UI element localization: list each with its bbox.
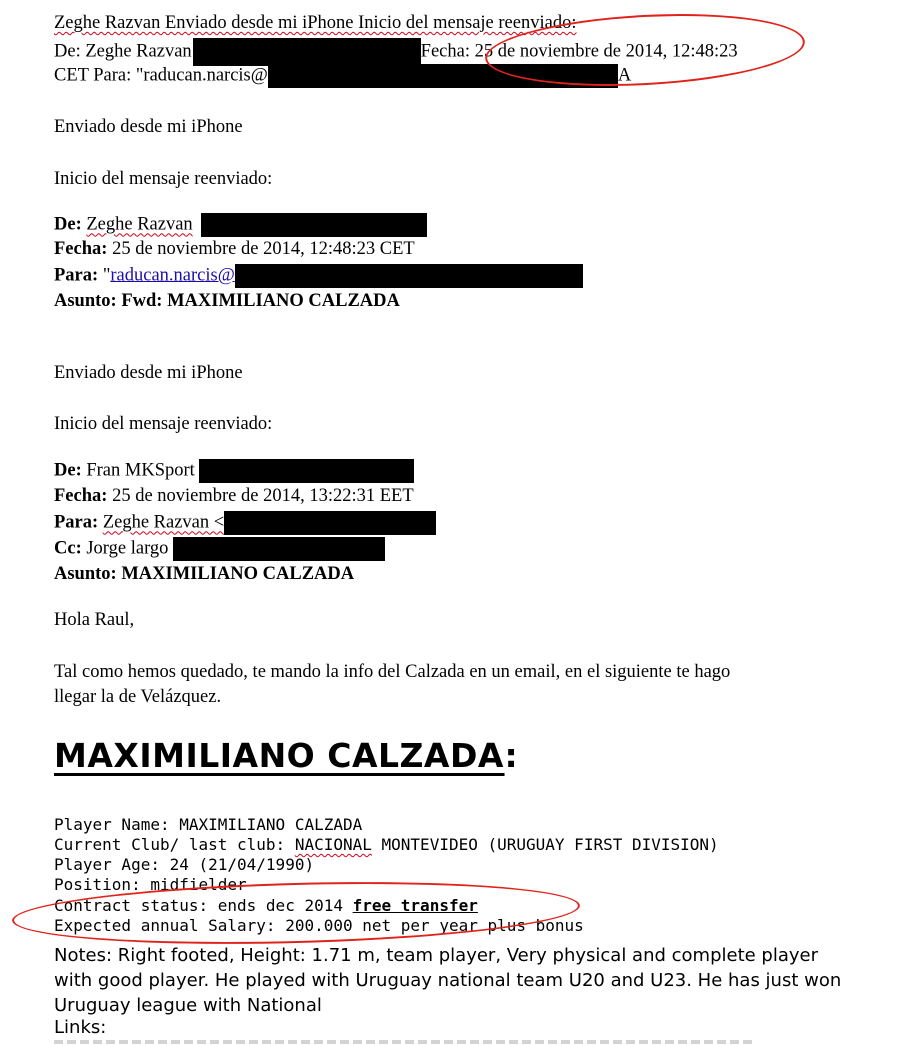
fecha-label: Fecha: [54, 239, 108, 259]
redaction-box [193, 38, 421, 66]
redaction-box [199, 459, 414, 483]
block2-para [54, 511, 436, 535]
de-label: De: [54, 214, 82, 235]
greeting: Hola Raul, [54, 610, 135, 630]
profile-title: MAXIMILIANO CALZADA: [54, 736, 519, 775]
header-fecha-value: 25 de noviembre de 2014, 12:48:23 [474, 41, 738, 62]
fecha-value: 25 de noviembre de 2014, 13:22:31 EET [112, 486, 414, 506]
email-link[interactable]: raducan.narcis@ [110, 265, 235, 286]
redaction-box [224, 511, 436, 535]
forwarded-label-1: Inicio del mensaje reenviado: [54, 169, 273, 189]
block1-fecha [54, 238, 415, 260]
de-value: Fran MKSport [86, 460, 195, 481]
header-cet-para: CET Para: "raducan.narcis@ [54, 65, 268, 86]
player-name: Player Name: MAXIMILIANO CALZADA [54, 815, 363, 834]
cc-label: Cc: [54, 538, 82, 559]
redaction-box [201, 213, 427, 237]
block2-cc [54, 537, 385, 561]
para-quote: " [102, 265, 111, 286]
para-label: Para: [54, 512, 99, 533]
body-para-1: Tal como hemos quedado, te mando la info del Calzada en un email, en el siguiente te hago [54, 662, 731, 682]
fecha-label: Fecha: [54, 486, 108, 506]
player-age: Player Age: 24 (21/04/1990) [54, 855, 315, 874]
header-line-3-end: A [617, 65, 632, 86]
block2-asunto: Asunto: MAXIMILIANO CALZADA [54, 564, 355, 584]
cc-value: Jorge largo [86, 538, 169, 559]
redaction-box [173, 537, 385, 561]
free-transfer: free transfer [352, 896, 478, 915]
header-line-1-text: Zeghe Razvan Enviado desde mi iPhone Inicio del mensaje reenviado: [54, 13, 577, 33]
body-para-2: llegar la de Velázquez. [54, 687, 222, 707]
de-value: Zeghe Razvan [86, 214, 193, 235]
club-name: NACIONAL [294, 835, 372, 854]
sent-from-1: Enviado desde mi iPhone [54, 117, 243, 137]
de-label: De: [54, 460, 82, 481]
fecha-value: 25 de noviembre de 2014, 12:48:23 CET [112, 239, 415, 259]
block2-fecha [54, 485, 414, 507]
redaction-box [235, 264, 583, 288]
forwarded-label-2: Inicio del mensaje reenviado: [54, 414, 273, 434]
contract-status: Contract status: ends dec 2014 free transfer [54, 896, 478, 915]
header-fecha-label: Fecha: [420, 41, 470, 62]
sent-from-2: Enviado desde mi iPhone [54, 363, 243, 383]
player-notes: Notes: Right footed, Height: 1.71 m, team player, Very physical and complete player with good player. He played with Uruguay national team U20 and U23. He has just won Uruguay league with National [54, 945, 842, 1016]
header-de: De: Zeghe Razvan [54, 41, 192, 62]
player-position: Position: midfielder [54, 875, 247, 894]
block1-para [54, 264, 583, 288]
current-club: Current Club/ last club: NACIONAL MONTEVIDEO (URUGUAY FIRST DIVISION) [54, 835, 719, 854]
expected-salary: Expected annual Salary: 200.000 net per year plus bonus [54, 916, 584, 935]
block1-de [54, 213, 427, 237]
para-label: Para: [54, 265, 99, 286]
links-label: Links: [54, 1017, 107, 1038]
header-line-1 [54, 12, 576, 34]
block1-asunto: Asunto: Fwd: MAXIMILIANO CALZADA [54, 291, 400, 311]
para-value: Zeghe Razvan < [102, 512, 225, 533]
block2-de [54, 459, 414, 483]
